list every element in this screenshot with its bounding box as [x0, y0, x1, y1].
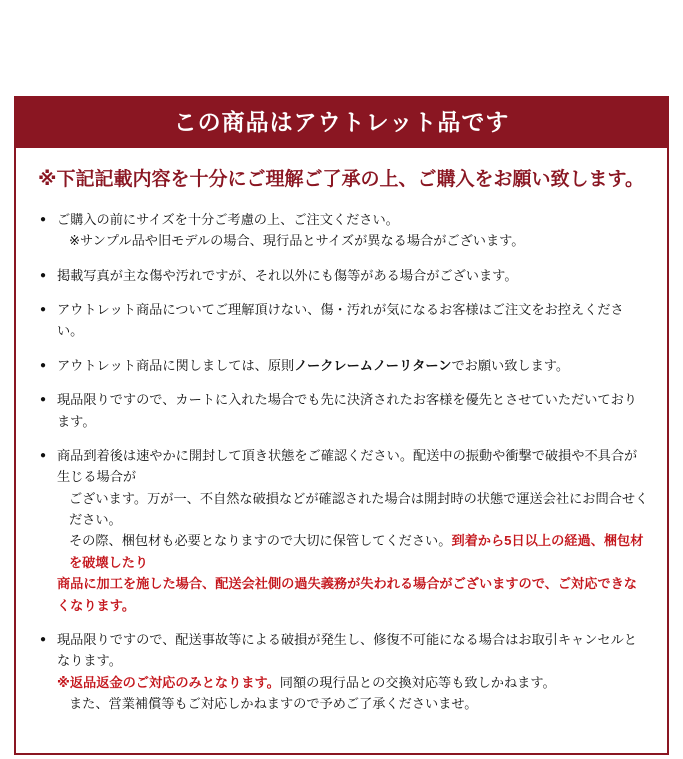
notice-item-noclaim: [40, 355, 649, 376]
notice-body: [16, 148, 667, 753]
notice-item-delivery-line3: [57, 530, 649, 573]
notice-item-delivery-line1: ● 商品到着後は速やかに開封して頂き状態をご確認ください。配送中の振動や衝撃で破損や不具合が生じる場合が: [57, 447, 638, 485]
notice-item-photos-main: ● 掲載写真が主な傷や汚れですが、それ以外にも傷等がある場合がございます。: [57, 267, 518, 283]
notice-header-title: この商品はアウトレット品です: [16, 98, 667, 148]
notice-item-size: [40, 209, 649, 252]
notice-item-cancel-line1: ● 現品限りですので、配送事故等による破損が発生し、修復不可能になる場合はお取引キャンセルとなります。: [57, 631, 637, 669]
notice-item-size-main: ● ご購入の前にサイズを十分ご考慮の上、ご注文ください。: [57, 211, 399, 227]
notice-item-cancel-line3: また、営業補償等もご対応しかねますので予めご了承くださいませ。: [69, 696, 478, 712]
notice-item-stock: [40, 389, 649, 432]
notice-item-delivery-line4: 商品に加工を施した場合、配送会社側の過失義務が失われる場合がございますので、ご対応できなくなります。: [57, 576, 637, 613]
notice-item-cancel-line2-red: ※返品返金のご対応のみとなります。: [57, 674, 280, 690]
outlet-notice-card: [14, 96, 669, 755]
notice-item-noclaim-emphasis: ノークレームノーリターン: [294, 357, 452, 373]
notice-item-cancel: [40, 629, 649, 715]
notice-item-cancel-line2: [57, 672, 649, 693]
notice-item-delivery-line3-pre: その際、梱包材も必要となりますので大切に保管してください。: [69, 533, 452, 549]
notice-lead-text: ※下記記載内容を十分にご理解ご了承の上、ご購入をお願い致します。: [38, 169, 644, 191]
notice-item-cancel-line2-post: 同額の現行品との交換対応等も致しかねます。: [279, 674, 556, 690]
notice-item-delivery-line2: ございます。万が一、不自然な破損などが確認された場合は開封時の状態で運送会社にお問合せください。: [69, 490, 649, 528]
notice-item-stock-main: ● 現品限りですので、カートに入れた場合でも先に決済されたお客様を優先とさせていただいております。: [57, 392, 637, 429]
notice-item-delivery-check: [40, 445, 649, 616]
notice-item-understanding-main: ● アウトレット商品についてご理解頂けない、傷・汚れが気になるお客様はご注文をお控えください。: [57, 302, 624, 339]
notice-item-understanding: [40, 299, 649, 342]
notice-item-noclaim-pre: アウトレット商品に関しましては、原則: [57, 357, 295, 373]
notice-item-delivery-line3-red: 到着から5日以上の経過、梱包材を破壊したり: [69, 533, 644, 570]
notice-item-photos: [40, 265, 649, 286]
notice-item-noclaim-post: でお願い致します。: [451, 357, 570, 373]
notice-item-size-sub: ※サンプル品や旧モデルの場合、現行品とサイズが異なる場合がございます。: [69, 233, 525, 249]
